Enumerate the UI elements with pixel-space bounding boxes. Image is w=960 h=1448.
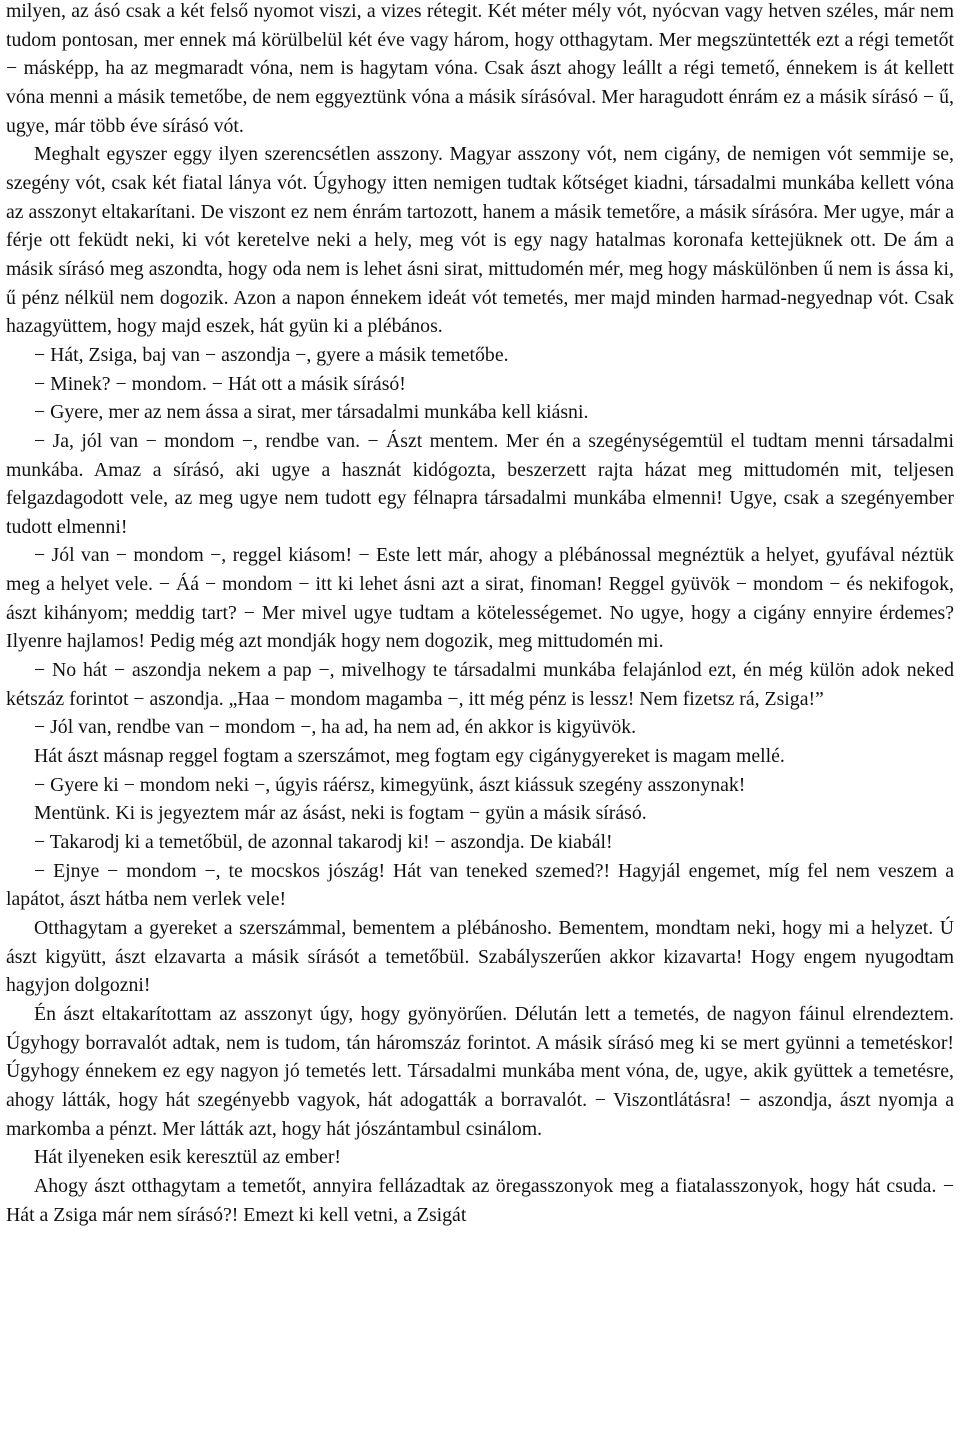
paragraph: milyen, az ásó csak a két felső nyomot viszi, a vizes rétegit. Két méter mély vót, nyócvan vagy hetven széles, már nem tudom pontosan, mer ennek má körülbelül két éve vagy három, hogy otthagytam. Mer megszüntették ezt a régi temetőt − másképp, ha az megmaradt vóna, nem is hagytam vóna. Csak ászt ahogy leállt a régi temető, énnekem is át kellett vóna menni a másik temetőbe, de nem eggyeztünk vóna a másik sírásóval. Mer haragudott énrám ez a másik sírásó − ű, ugye, már több éve sírásó vót. <box>6 0 954 137</box>
dialogue-line: − Minek? − mondom. − Hát ott a másik sírásó! <box>34 372 406 395</box>
dialogue-line: − Takarodj ki a temetőbül, de azonnal takarodj ki! − aszondja. De kiabál! <box>34 831 613 854</box>
dialogue-line: − Gyere, mer az nem ássa a sirat, mer társadalmi munkába kell kiásni. <box>34 401 589 424</box>
dialogue-line: − Ejnye − mondom −, te mocskos jószág! Hát van teneked szemed?! Hagyjál engemet, míg fel nem veszem a lapátot, ászt hátba nem verlek vele! <box>6 859 954 911</box>
paragraph: Otthagytam a gyereket a szerszámmal, bementem a plébánosho. Bementem, mondtam neki, hogy mi a helyzet. Ú ászt kigyütt, ászt elzavarta a másik sírásót a temetőbül. Szabályszerűen akkor kizavarta! Hogy engem nyugodtam hagyjon dolgozni! <box>6 917 954 997</box>
dialogue-line: − Hát, Zsiga, baj van − aszondja −, gyere a másik temetőbe. <box>34 343 509 366</box>
dialogue-line: − Ja, jól van − mondom −, rendbe van. − Ászt mentem. Mer én a szegénységemtül el tudtam menni társadalmi munkába. Amaz a sírásó, aki ugye a hasznát kidógozta, beszerzett rajta házat meg mittudomén mit, teljesen felgazdagodott vele, az meg ugye nem tudott egy félnapra társadalmi munkába elmenni! Ugye, csak a szegényember tudott elmenni! <box>6 429 954 538</box>
dialogue-line: − Gyere ki − mondom neki −, úgyis ráérsz, kimegyünk, ászt kiássuk szegény asszonynak! <box>34 773 746 796</box>
paragraph: Ahogy ászt otthagytam a temetőt, annyira fellázadtak az öregasszonyok meg a fiatalasszonyok, hogy hát csuda. − Hát a Zsiga már nem sírásó?! Emezt ki kell vetni, a Zsigát <box>6 1174 954 1226</box>
paragraph: Hát ilyeneken esik keresztül az ember! <box>34 1146 342 1169</box>
dialogue-line: − Jól van − mondom −, reggel kiásom! − Este lett már, ahogy a plébánossal megnéztük a helyet, gyufával néztük meg a helyet vele. − Áá − mondom − itt ki lehet ásni azt a sirat, finoman! Reggel gyüvök − mondom − és nekifogok, ászt kihányom; meddig tart? − Mer mivel ugye tudtam a kötelességemet. No ugye, hogy a cigány ennyire érdemes? Ilyenre hajlamos! Pedig még azt mondják hogy nem dogozik, meg mittudomén mi. <box>6 544 954 653</box>
paragraph: Mentünk. Ki is jegyeztem már az ásást, neki is fogtam − gyün a másik sírásó. <box>34 802 647 825</box>
dialogue-line: − Jól van, rendbe van − mondom −, ha ad, ha nem ad, én akkor is kigyüvök. <box>34 716 637 739</box>
paragraph: Én ászt eltakarítottam az asszonyt úgy, hogy gyönyörűen. Délután lett a temetés, de nagyon fáinul elrendeztem. Úgyhogy borravalót adtak, nem is tudom, tán háromszáz forintot. A másik sírásó meg ki se mert gyünni a temetéskor! Úgyhogy énnekem ez egy nagyon jó temetés lett. Társadalmi munkába ment vóna, de, ugye, akik gyüttek a temetésre, ahogy látták, hogy hát szegényebb vagyok, hát adogatták a borravalót. − Viszontlátásra! − aszondja, ászt nyomja a markomba a pénzt. Mer látták azt, hogy hát jószántambul csinálom. <box>6 1002 954 1140</box>
paragraph: Hát ászt másnap reggel fogtam a szerszámot, meg fogtam egy cigánygyereket is magam mellé. <box>34 745 785 768</box>
paragraph: Meghalt egyszer eggy ilyen szerencsétlen asszony. Magyar asszony vót, nem cigány, de nemigen vót semmije se, szegény vót, csak két fiatal lánya vót. Úgyhogy itten nemigen tudtak kőtséget kiadni, társadalmi munkába kellett vóna az asszonyt eltakarítani. De viszont ez nem énrám tartozott, hanem a másik temetőre, a másik sírásóra. Mer ugye, már a férje ott feküdt neki, ki vót keretelve neki a hely, meg vót is egy nagy hatalmas koronafa kettejüknek ott. De ám a másik sírásó meg aszondta, hogy oda nem is lehet ásni sirat, mittudomén mér, meg hogy máskülönben ű nem is ássa ki, ű pénz nélkül nem dogozik. Azon a napon énnekem ideát vót temetés, mer majd minden harmad-negyednap vót. Csak hazagyüttem, hogy majd eszek, hát gyün ki a plébános. <box>6 143 954 338</box>
dialogue-line: − No hát − aszondja nekem a pap −, mivelhogy te társadalmi munkába felajánlod ezt, én még külön adok neked kétszáz forintot − aszondja. „Haa − mondom magamba −, itt még pénz is lessz! Nem fizetsz rá, Zsiga!” <box>6 659 954 710</box>
